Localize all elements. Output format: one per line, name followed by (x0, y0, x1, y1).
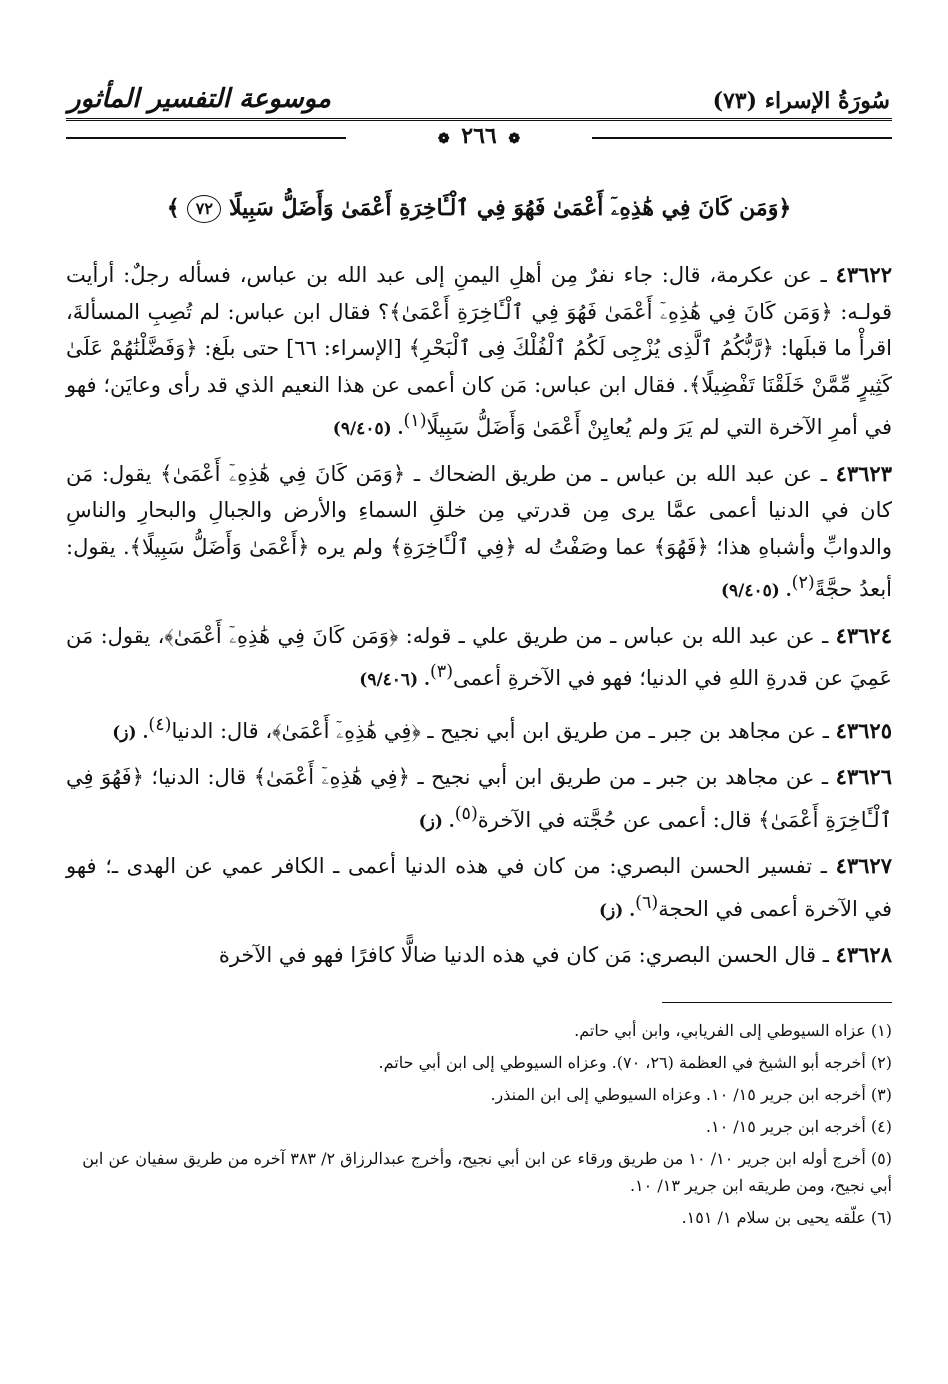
volume-reference: . (ز) (418, 811, 455, 832)
footnote-marker: (٢) (791, 573, 815, 593)
page-number-line-left (66, 137, 346, 139)
narration-number: ٤٣٦٢٧ (835, 853, 892, 878)
ornament-icon: ❁ (437, 131, 450, 147)
narration-number: ٤٣٦٢٥ (835, 717, 892, 743)
ornament-icon: ❁ (508, 131, 521, 147)
narration-text: ـ عن عبد الله بن عباس ـ من طريق الضحاك ـ ﴿وَمَن كَانَ فِي هَٰذِهِۦٓ أَعْمَىٰ﴾ يقول: مَن كان في الدنيا أعمى عمَّا يرى مِن قدرتي مِن خلقِ السماءِ والأرض والجبالِ والبحارِ والناسِ والدوابِّ وأشباهِ هذا؛ ﴿فَهُوَ﴾ عما وصَفْتُ له ﴿فِي ٱلْـَٔاخِرَةِ﴾ ولم يره ﴿أَعْمَىٰ وَأَضَلُّ سَبِيلًا﴾. يقول: أبعدُ حجَّةً (66, 461, 892, 601)
footnote-marker: (٣) (429, 662, 454, 682)
page-number (424, 123, 534, 149)
footnote-marker: (١) (403, 411, 427, 431)
volume-reference: . (٩/٤٠٥) (720, 581, 792, 601)
page-number-value: ٢٦٦ (461, 123, 497, 149)
narration-text: ـ عن مجاهد بن جبر ـ من طريق ابن أبي نجيح ـ ﴿فِي هَٰذِهِۦٓ أَعْمَىٰ﴾ قال: الدنيا؛ ﴿فَهُوَ فِي ٱلْـَٔاخِرَةِ أَعْمَىٰ﴾ قال: أعمى عن حُجَّته في الآخرة (66, 765, 892, 832)
narration-number: ٤٣٦٢٨ (835, 942, 892, 967)
page-header (66, 70, 892, 114)
verse-close: ﴾ (166, 195, 180, 221)
page-number-row (66, 125, 892, 151)
ayah-number-badge: ٧٢ (187, 195, 221, 223)
narration-entry (66, 618, 892, 699)
footnote-marker: (٤) (148, 714, 172, 735)
narration-entry (66, 937, 892, 974)
footnote: (٥) أخرج أوله ابن جرير ١٠/ ١٠ من طريق ورقاء عن ابن أبي نجيح، وأخرج عبدالرزاق ٢/ ٣٨٣ آخره من طريق سفيان عن ابن أبي نجيح، ومن طريقه ابن جرير ١٣/ ١٠. (82, 1148, 892, 1195)
narration-entry (66, 257, 892, 448)
narration-number: ٤٣٦٢٢ (835, 262, 892, 287)
narration-text: ـ قال الحسن البصري: مَن كان في هذه الدنيا ضالًّا كافرًا فهو في الآخرة (218, 943, 836, 967)
narration-entry (66, 759, 892, 840)
narration-number: ٤٣٦٢٤ (835, 622, 892, 648)
surah-title: سُورَةُ الإسراء (٧٣) (712, 88, 890, 114)
volume-reference: . (ز) (112, 722, 149, 743)
verse-text: ﴿وَمَن كَانَ فِي هَٰذِهِۦٓ أَعْمَىٰ فَهُوَ فِي ٱلْـَٔاخِرَةِ أَعْمَىٰ وَأَضَلُّ سَبِيلًا (228, 195, 792, 221)
narration-text: ـ عن عكرمة، قال: جاء نفرٌ مِن أهلِ اليمنِ إلى عبد الله بن عباس، فسأله رجلٌ: أرأيت قولـه: ﴿وَمَن كَانَ فِي هَٰذِهِۦٓ أَعْمَىٰ فَهُوَ فِي ٱلْـَٔاخِرَةِ أَعْمَىٰ﴾؟ فقال ابن عباس: لم تُصِبِ المسألةَ، اقرأْ ما قبلَها: ﴿رَّبُّكُمُ ٱلَّذِى يُزْجِى لَكُمُ ٱلْفُلْكَ فِى ٱلْبَحْرِ﴾ [الإسراء: ٦٦] حتى بلَغ: ﴿وَفَضَّلْنَٰهُمْ عَلَىٰ كَثِيرٍ مِّمَّنْ خَلَقْنَا تَفْضِيلًا﴾. فقال ابن عباس: مَن كان أعمى عن هذا النعيم الذي قد رأى وعايَن؛ فهو في أمرِ الآخرة التي لم يَرَ ولم يُعايِنْ أَعْمَىٰ وَأَضَلُّ سَبِيلًا (66, 263, 893, 439)
narration-number: ٤٣٦٢٦ (835, 764, 892, 789)
narration-text: ـ عن عبد الله بن عباس ـ من طريق علي ـ قوله: ﴿وَمَن كَانَ فِي هَٰذِهِۦٓ أَعْمَىٰ﴾، يقول: مَن عَمِيَ عن قدرةِ اللهِ في الدنيا؛ فهو في الآخرةِ أعمى (66, 623, 892, 690)
quran-verse (66, 195, 892, 223)
narration-text: ـ تفسير الحسن البصري: من كان في هذه الدنيا أعمى ـ الكافر عمي عن الهدى ـ؛ فهو في الآخرة أعمى في الحجة (66, 854, 892, 921)
series-title: موسوعة التفسير المأثور (68, 84, 331, 114)
volume-reference: . (٩/٤٠٦) (359, 670, 430, 690)
narration-number: ٤٣٦٢٣ (835, 460, 892, 486)
footnote: (١) عزاه السيوطي إلى الفريابي، وابن أبي حاتم. (574, 1020, 892, 1040)
footnote: (٦) علّقه يحيى بن سلام ١/ ١٥١. (681, 1207, 892, 1227)
narrations (66, 257, 892, 974)
footnote: (٢) أخرجه أبو الشيخ في العظمة (٢٦، ٧٠). وعزاه السيوطي إلى ابن أبي حاتم. (378, 1052, 892, 1072)
document-page (66, 70, 892, 1236)
volume-reference: . (ز) (599, 900, 636, 921)
narration-entry (66, 456, 892, 610)
narration-entry (66, 707, 892, 752)
page-number-line-right (592, 137, 892, 139)
narration-text: ـ عن مجاهد بن جبر ـ من طريق ابن أبي نجيح ـ ﴿فِي هَٰذِهِۦٓ أَعْمَىٰ﴾، قال: الدنيا (171, 718, 836, 743)
footnote-marker: (٦) (635, 892, 659, 913)
header-rule (66, 118, 892, 121)
footnote: (٤) أخرجه ابن جرير ١٥/ ١٠. (705, 1116, 892, 1136)
footnotes (66, 1017, 892, 1231)
footnote-rule (662, 1002, 892, 1003)
footnote: (٣) أخرجه ابن جرير ١٥/ ١٠. وعزاه السيوطي إلى ابن المنذر. (490, 1084, 892, 1104)
footnote-marker: (٥) (454, 803, 478, 824)
narration-entry (66, 848, 892, 929)
volume-reference: . (٩/٤٠٥) (332, 419, 404, 439)
